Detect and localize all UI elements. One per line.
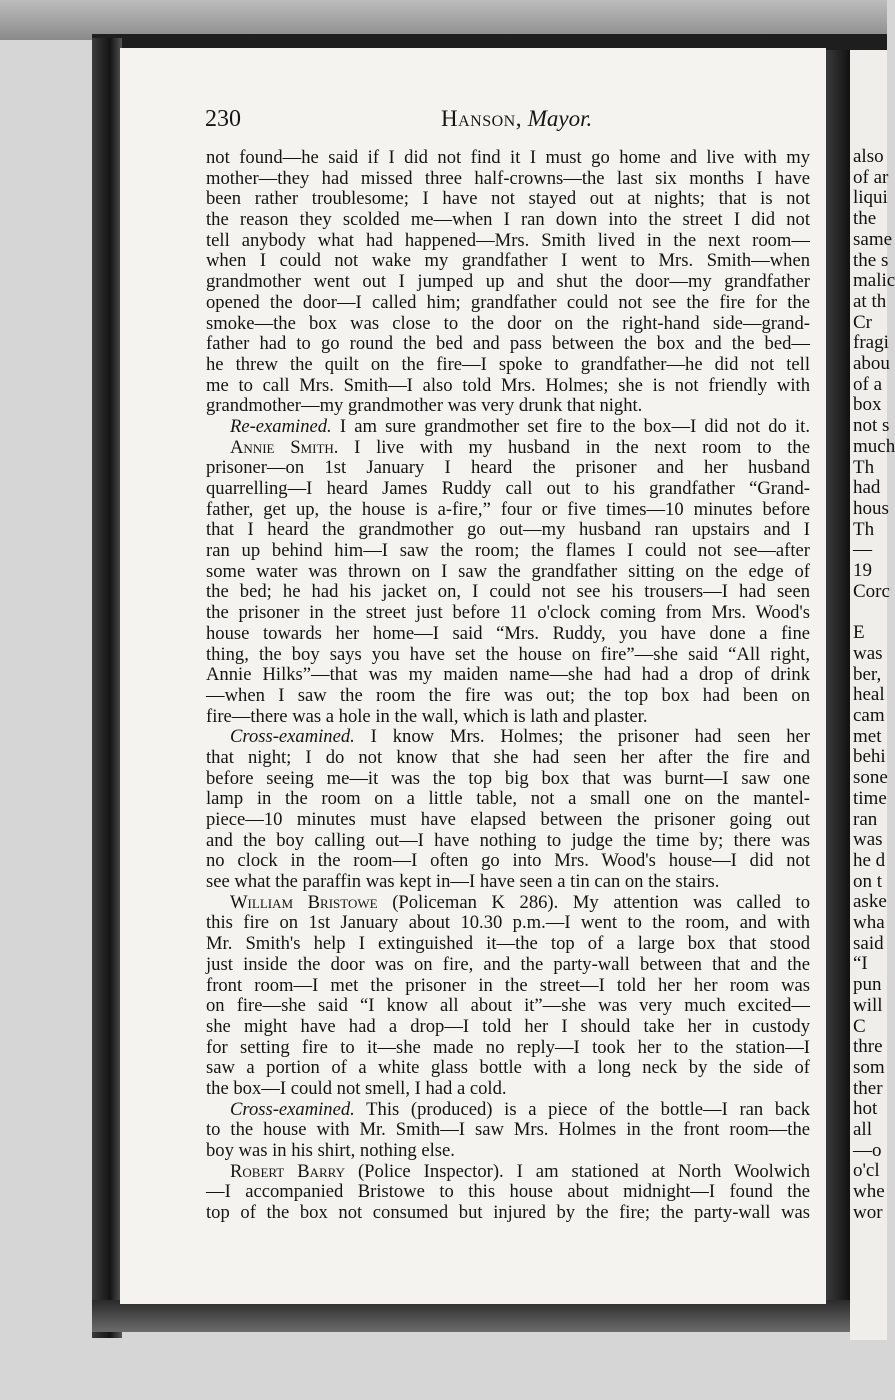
text-line (206, 169, 810, 190)
text-line (206, 314, 810, 335)
line-text: the bed; he had his jacket on, I could not see his trousers—I had seen (206, 581, 810, 603)
text-line (206, 893, 810, 914)
line-text: that I heard the grandmother go out—my husband ran upstairs and I (206, 519, 810, 541)
speaker-lead: Annie Smith. (230, 436, 339, 458)
text-line (206, 748, 810, 769)
line-text: to the house with Mr. Smith—I saw Mrs. Holmes in the front room—the (206, 1119, 810, 1141)
adjacent-line: hous (853, 497, 889, 519)
adjacent-line: behi (853, 746, 886, 768)
adjacent-line: will (853, 994, 883, 1016)
page-body (206, 148, 810, 1224)
adjacent-line: at th (853, 290, 887, 312)
book-gutter (826, 50, 852, 1330)
adjacent-line: on t (853, 870, 883, 892)
line-text: this fire on 1st January about 10.30 p.m.—I went to the room, and with (206, 912, 810, 934)
text-line (206, 996, 810, 1017)
text-line (206, 955, 810, 976)
adjacent-line: Corc (853, 580, 890, 602)
line-text: the prisoner in the street just before 11 o'clock coming from Mrs. Wood's (206, 602, 810, 624)
adjacent-line: ran (853, 808, 878, 830)
adjacent-line: som (853, 1056, 885, 1078)
text-line (206, 1100, 810, 1121)
adjacent-line: met (853, 725, 882, 747)
adjacent-line: of a (853, 373, 883, 395)
line-text: grandmother—my grandmother was very drunk that night. (206, 395, 643, 417)
line-text: he threw the quilt on the fire—I spoke to grandfather—he did not tell (206, 353, 810, 375)
adjacent-line: whe (853, 1181, 885, 1203)
line-text: thing, the boy says you have set the house on fire”—she said “All right, (206, 643, 810, 665)
text-line (206, 810, 810, 831)
text-line (206, 376, 810, 397)
adjacent-page-fragment (850, 50, 895, 1340)
adjacent-line: was (853, 829, 883, 851)
adjacent-line: all (853, 1119, 872, 1141)
line-text: boy was in his shirt, nothing else. (206, 1140, 455, 1161)
running-title-name: Hanson, (441, 106, 522, 131)
line-text: smoke—the box was close to the door on the right-hand side—grand- (206, 312, 810, 334)
text-line (206, 934, 810, 955)
speaker-lead: Re-examined. (230, 415, 332, 437)
line-text: father had to go round the bed and pass between the box and the bed— (206, 333, 810, 355)
adjacent-line: wor (853, 1201, 883, 1223)
text-line (206, 334, 810, 355)
adjacent-line: “I (853, 953, 868, 975)
adjacent-line: wha (853, 912, 885, 934)
text-line (206, 1017, 810, 1038)
adjacent-line: o'cl (853, 1160, 880, 1182)
adjacent-line: Th (853, 518, 875, 540)
text-line (206, 831, 810, 852)
line-text: ran up behind him—I saw the room; the flames I could not see—after (206, 540, 810, 562)
text-line (206, 1120, 810, 1141)
line-text: the box—I could not smell, I had a cold. (206, 1077, 507, 1099)
adjacent-line: abou (853, 353, 890, 375)
running-title-role: Mayor. (527, 106, 593, 131)
line-text: I know Mrs. Holmes; the prisoner had seen her (354, 726, 810, 748)
line-text: prisoner—on 1st January I heard the prisoner and her husband (206, 457, 810, 479)
text-line (206, 520, 810, 541)
text-line (206, 231, 810, 252)
book-bottom-edge (92, 1300, 852, 1332)
adjacent-line: said (853, 932, 884, 954)
text-line (206, 210, 810, 231)
line-text: Mr. Smith's help I extinguished it—the top of a large box that stood (206, 933, 810, 955)
line-text: some water was thrown on I saw the grandfather sitting on the edge of (206, 560, 810, 582)
speaker-lead: Robert Barry (230, 1160, 346, 1182)
text-line (206, 355, 810, 376)
adjacent-line: cam (853, 704, 885, 726)
line-text: grandmother went out I jumped up and shut the door—my grandfather (206, 271, 810, 293)
line-text: (Policeman K 286). My attention was called to (377, 891, 810, 913)
text-line (206, 396, 810, 417)
line-text: not found—he said if I did not find it I must go home and live with my (206, 147, 810, 168)
line-text: lamp in the room on a little table, not a small one on the mantel- (206, 788, 810, 810)
speaker-lead: Cross-examined. (230, 1098, 355, 1120)
line-text: front room—I met the prisoner in the street—I told her her room was (206, 974, 810, 996)
text-line (206, 624, 810, 645)
adjacent-line: Th (853, 456, 875, 478)
line-text: been rather troublesome; I have not stayed out at nights; that is not (206, 188, 810, 210)
line-text: see what the paraffin was kept in—I have seen a tin can on the stairs. (206, 871, 720, 893)
book-binding (92, 38, 122, 1338)
speaker-lead: Cross-examined. (230, 726, 355, 748)
line-text: saw a portion of a white glass bottle with a long neck by the side of (206, 1057, 810, 1079)
text-line (206, 727, 810, 748)
text-line (206, 189, 810, 210)
adjacent-line: fragi (853, 332, 889, 354)
text-line (206, 479, 810, 500)
line-text: house towards her home—I said “Mrs. Ruddy, you have done a fine (206, 622, 810, 644)
text-line (206, 913, 810, 934)
line-text: fire—there was a hole in the wall, which is lath and plaster. (206, 705, 648, 727)
line-text: top of the box not consumed but injured by the fire; the party-wall was (206, 1202, 810, 1224)
adjacent-line: hot (853, 1098, 878, 1120)
text-line (206, 976, 810, 997)
adjacent-line: 19 (853, 560, 872, 582)
text-line (206, 272, 810, 293)
adjacent-line: heal (853, 684, 885, 706)
text-line (206, 500, 810, 521)
adjacent-line (850, 602, 895, 623)
text-line (206, 769, 810, 790)
text-line (206, 645, 810, 666)
line-text: I am sure grandmother set fire to the box—I did not do it. (331, 415, 810, 437)
text-line (206, 438, 810, 459)
text-line (206, 148, 810, 169)
text-line (206, 582, 810, 603)
line-text: quarrelling—I heard James Ruddy call out to his grandfather “Grand- (206, 478, 810, 499)
adjacent-page-lines (850, 147, 895, 1224)
adjacent-line: thre (853, 1036, 883, 1058)
text-line (206, 293, 810, 314)
line-text: Annie Hilks”—that was my maiden name—she had had a drop of drink (206, 664, 810, 686)
text-line (206, 851, 810, 872)
adjacent-line: pun (853, 974, 882, 996)
line-text: the reason they scolded me—when I ran down into the street I did not (206, 209, 810, 231)
adjacent-line: not s (853, 415, 890, 437)
line-text: no clock in the room—I often go into Mrs. Wood's house—I did not (206, 850, 810, 872)
text-line (206, 541, 810, 562)
line-text: tell anybody what had happened—Mrs. Smith lived in the next room— (206, 229, 810, 251)
adjacent-line: the (853, 208, 877, 230)
running-title (441, 106, 592, 132)
line-text: that night; I do not know that she had seen her after the fire and (206, 746, 810, 768)
adjacent-line: the s (853, 249, 889, 271)
line-text: mother—they had missed three half-crowns—the last six months I have (206, 167, 810, 189)
text-line (206, 872, 810, 893)
adjacent-line: time (853, 787, 887, 809)
line-text: for setting fire to it—she made no reply—I took her to the station—I (206, 1036, 810, 1058)
adjacent-line: of ar (853, 166, 889, 188)
adjacent-line: he d (853, 849, 886, 871)
text-line (206, 686, 810, 707)
adjacent-line: aske (853, 891, 887, 913)
text-line (206, 562, 810, 583)
line-text: —I accompanied Bristowe to this house about midnight—I found the (206, 1181, 810, 1203)
line-text: before seeing me—it was the top big box that was burnt—I saw one (206, 767, 810, 789)
line-text: I live with my husband in the next room to the (338, 436, 810, 458)
text-line (206, 251, 810, 272)
running-head (205, 106, 815, 132)
line-text: (Police Inspector). I am stationed at North Woolwich (345, 1160, 810, 1182)
speaker-lead: William Bristowe (230, 891, 378, 913)
adjacent-line: malic (853, 270, 895, 292)
adjacent-line: sone (853, 767, 888, 789)
adjacent-line: C (853, 1015, 866, 1037)
adjacent-line: ther (853, 1077, 883, 1099)
adjacent-line: E (853, 622, 865, 644)
text-line (206, 417, 810, 438)
adjacent-line: Cr (853, 311, 872, 333)
adjacent-line: also (853, 146, 884, 167)
text-line (206, 707, 810, 728)
line-text: she might have had a drop—I told her I should take her in custody (206, 1015, 810, 1037)
line-text: and the boy calling out—I have nothing to judge the time by; there was (206, 829, 810, 851)
page-number: 230 (205, 106, 241, 132)
text-line (206, 1038, 810, 1059)
line-text: This (produced) is a piece of the bottle—I ran back (354, 1098, 810, 1120)
text-line (206, 1058, 810, 1079)
text-line (206, 1141, 810, 1162)
adjacent-line: —o (853, 1139, 882, 1161)
line-text: father, get up, the house is a-fire,” four or five times—10 minutes before (206, 498, 810, 520)
text-line (206, 1162, 810, 1183)
text-line (206, 458, 810, 479)
adjacent-line: was (853, 642, 883, 664)
text-line (206, 1079, 810, 1100)
adjacent-line: much (853, 435, 895, 457)
line-text: on fire—she said “I know all about it”—she was very much excited— (206, 995, 810, 1017)
line-text: when I could not wake my grandfather I went to Mrs. Smith—when (206, 250, 810, 272)
adjacent-line: had (853, 477, 881, 499)
line-text: —when I saw the room the fire was out; the top box had been on (206, 684, 810, 706)
line-text: just inside the door was on fire, and the party-wall between that and the (206, 953, 810, 975)
adjacent-line: — (853, 539, 872, 561)
text-line (206, 789, 810, 810)
text-line (206, 665, 810, 686)
adjacent-line: ber, (853, 663, 882, 685)
text-line (206, 1182, 810, 1203)
text-line (206, 1203, 810, 1224)
line-text: me to call Mrs. Smith—I also told Mrs. Holmes; she is not friendly with (206, 374, 810, 396)
line-text: piece—10 minutes must have elapsed between the prisoner going out (206, 809, 810, 830)
adjacent-line: same (853, 228, 893, 250)
line-text: opened the door—I called him; grandfather could not see the fire for the (206, 291, 810, 313)
adjacent-line: box (853, 394, 882, 416)
adjacent-line: liqui (853, 187, 888, 209)
text-line (206, 603, 810, 624)
